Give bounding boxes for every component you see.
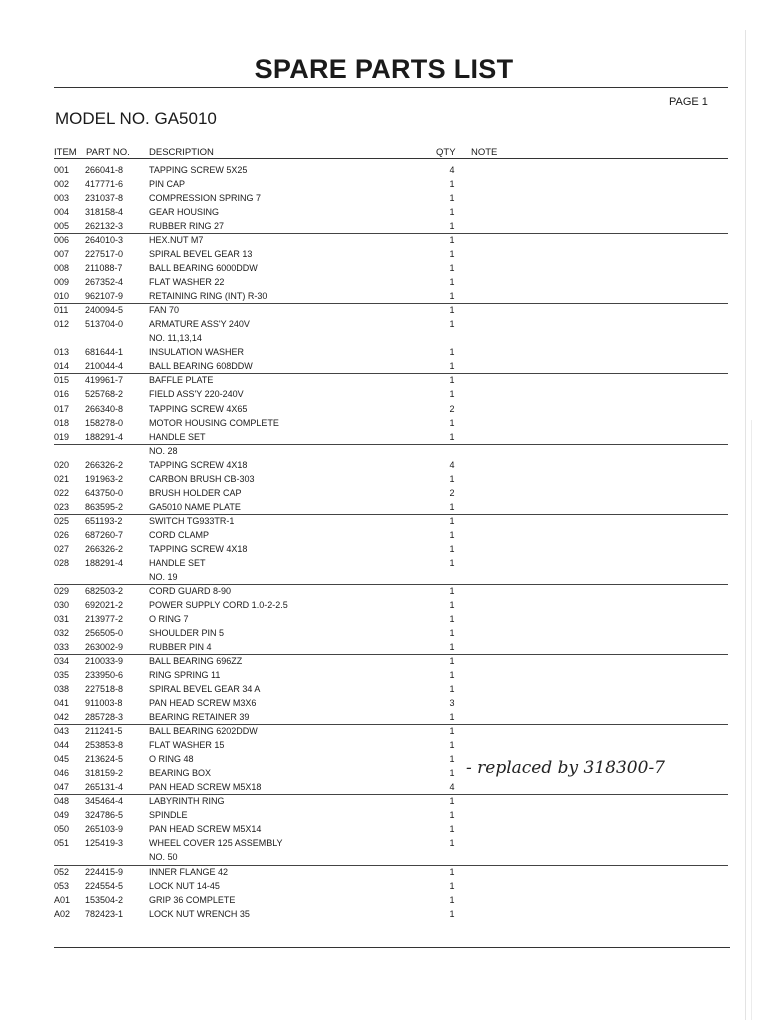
part-number-cell: 256505-0	[85, 627, 124, 638]
table-row	[0, 640, 768, 654]
item-cell: 032	[54, 627, 70, 638]
description-cell: NO. 50	[149, 852, 178, 863]
item-cell: 038	[54, 684, 70, 695]
qty-cell: 1	[449, 543, 455, 554]
table-row	[0, 247, 768, 261]
description-cell: RING SPRING 11	[149, 670, 221, 681]
description-cell: RETAINING RING (INT) R-30	[149, 291, 268, 302]
table-row	[0, 416, 768, 430]
description-cell: SPINDLE	[149, 810, 188, 821]
qty-cell: 1	[449, 908, 455, 919]
item-cell: 014	[54, 361, 70, 372]
description-cell: LOCK NUT 14-45	[149, 880, 220, 891]
qty-cell: 1	[449, 670, 455, 681]
qty-cell: 1	[449, 613, 455, 624]
description-cell: WHEEL COVER 125 ASSEMBLY	[149, 838, 283, 849]
description-cell: O RING 7	[149, 613, 189, 624]
description-cell: BEARING BOX	[149, 768, 212, 779]
part-number-cell: 263002-9	[85, 642, 124, 653]
qty-cell: 1	[449, 249, 455, 260]
table-row	[0, 850, 768, 864]
item-cell: 009	[54, 277, 70, 288]
qty-cell: 1	[449, 754, 455, 765]
part-number-cell: 266041-8	[85, 165, 124, 175]
part-number-cell: 687260-7	[85, 529, 124, 540]
part-number-cell: 692021-2	[85, 599, 124, 610]
qty-cell: 1	[449, 585, 455, 596]
part-number-cell: 682503-2	[85, 585, 124, 596]
table-row	[0, 626, 768, 640]
part-number-cell: 253853-8	[85, 740, 124, 751]
qty-cell: 1	[449, 557, 455, 568]
item-cell: 020	[54, 459, 70, 470]
qty-cell: 4	[449, 165, 455, 175]
table-row	[0, 570, 768, 584]
qty-cell: 1	[449, 277, 455, 288]
part-number-cell: 643750-0	[85, 487, 124, 498]
part-number-cell: 125419-3	[85, 838, 124, 849]
part-number-cell: 188291-4	[85, 557, 124, 568]
description-cell: HANDLE SET	[149, 431, 206, 442]
item-cell: 042	[54, 712, 70, 723]
table-row	[0, 822, 768, 836]
part-number-cell: 318158-4	[85, 207, 124, 218]
qty-cell: 1	[449, 291, 455, 302]
table-row	[0, 654, 768, 668]
part-number-cell: 231037-8	[85, 193, 124, 204]
qty-cell: 1	[449, 824, 455, 835]
table-row	[0, 500, 768, 514]
table-row	[0, 345, 768, 359]
table-row	[0, 836, 768, 850]
part-number-cell: 188291-4	[85, 431, 124, 442]
part-number-cell: 227517-0	[85, 249, 124, 260]
part-number-cell: 158278-0	[85, 417, 124, 428]
qty-cell: 1	[449, 796, 455, 807]
qty-cell: 4	[449, 459, 455, 470]
item-cell: 010	[54, 291, 70, 302]
part-number-cell: 227518-8	[85, 684, 124, 695]
description-cell: TAPPING SCREW 5X25	[149, 165, 248, 175]
table-row	[0, 556, 768, 570]
table-row	[0, 879, 768, 893]
description-cell: NO. 19	[149, 571, 178, 582]
part-number-cell: 213624-5	[85, 754, 124, 765]
qty-cell: 1	[449, 529, 455, 540]
header-part-no: PART NO.	[86, 147, 130, 158]
description-cell: TAPPING SCREW 4X65	[149, 403, 248, 414]
description-cell: SPIRAL BEVEL GEAR 34 A	[149, 684, 261, 695]
description-cell: CORD GUARD 8-90	[149, 585, 232, 596]
page-title: SPARE PARTS LIST	[254, 54, 514, 84]
description-cell: TAPPING SCREW 4X18	[149, 543, 248, 554]
description-cell: INNER FLANGE 42	[149, 866, 229, 877]
item-cell: 023	[54, 501, 70, 512]
description-cell: BEARING RETAINER 39	[149, 712, 250, 723]
item-cell: 004	[54, 207, 70, 218]
description-cell: PIN CAP	[149, 179, 186, 190]
item-cell: 021	[54, 473, 70, 484]
description-cell: RUBBER RING 27	[149, 221, 225, 232]
item-cell: 001	[54, 165, 70, 175]
qty-cell: 1	[449, 501, 455, 512]
table-row	[0, 177, 768, 191]
qty-cell: 3	[449, 698, 455, 709]
description-cell: FAN 70	[149, 305, 180, 316]
description-cell: BALL BEARING 696ZZ	[149, 656, 243, 667]
table-row	[0, 289, 768, 303]
qty-cell: 1	[449, 866, 455, 877]
table-row	[0, 219, 768, 233]
qty-cell: 1	[449, 389, 455, 400]
table-row	[0, 738, 768, 752]
item-cell: 011	[54, 305, 69, 316]
item-cell: 050	[54, 824, 70, 835]
part-number-cell: 213977-2	[85, 613, 124, 624]
table-row	[0, 794, 768, 808]
table-row	[0, 696, 768, 710]
part-number-cell: 345464-4	[85, 796, 124, 807]
description-cell: ARMATURE ASS'Y 240V	[149, 319, 250, 330]
qty-cell: 1	[449, 473, 455, 484]
item-cell: 045	[54, 754, 70, 765]
description-cell: POWER SUPPLY CORD 1.0-2-2.5	[149, 599, 288, 610]
item-cell: 002	[54, 179, 70, 190]
table-row	[0, 275, 768, 289]
item-cell: 027	[54, 543, 70, 554]
description-cell: RUBBER PIN 4	[149, 642, 212, 653]
item-cell: 048	[54, 796, 70, 807]
item-cell: 043	[54, 726, 70, 737]
item-cell: 052	[54, 866, 70, 877]
page-number: PAGE 1	[669, 96, 708, 108]
table-row	[0, 486, 768, 500]
part-number-cell: 285728-3	[85, 712, 124, 723]
header-note: NOTE	[471, 147, 498, 158]
item-cell: 019	[54, 431, 70, 442]
table-row	[0, 598, 768, 612]
qty-cell: 1	[449, 712, 455, 723]
description-cell: SHOULDER PIN 5	[149, 627, 225, 638]
item-cell: 046	[54, 768, 70, 779]
table-row	[0, 893, 768, 907]
item-cell: 003	[54, 193, 70, 204]
part-number-cell: 191963-2	[85, 473, 124, 484]
table-row	[0, 865, 768, 879]
table-row	[0, 444, 768, 458]
part-number-cell: 324786-5	[85, 810, 124, 821]
qty-cell: 1	[449, 431, 455, 442]
item-cell: 013	[54, 347, 70, 358]
description-cell: O RING 48	[149, 754, 194, 765]
header-divider	[54, 158, 728, 159]
qty-cell: 1	[449, 319, 455, 330]
qty-cell: 1	[449, 193, 455, 204]
qty-cell: 2	[449, 487, 455, 498]
table-row	[0, 710, 768, 724]
part-number-cell: 153504-2	[85, 894, 124, 905]
qty-cell: 1	[449, 347, 455, 358]
qty-cell: 1	[449, 838, 455, 849]
table-row	[0, 808, 768, 822]
qty-cell: 1	[449, 207, 455, 218]
description-cell: CORD CLAMP	[149, 529, 210, 540]
part-number-cell: 267352-4	[85, 277, 124, 288]
item-cell: 049	[54, 810, 70, 821]
qty-cell: 1	[449, 263, 455, 274]
description-cell: GA5010 NAME PLATE	[149, 501, 241, 512]
qty-cell: 1	[449, 656, 455, 667]
part-number-cell: 419961-7	[85, 375, 124, 386]
part-number-cell: 211241-5	[85, 726, 123, 737]
description-cell: BAFFLE PLATE	[149, 375, 214, 386]
table-row	[0, 542, 768, 556]
header-item: ITEM	[54, 147, 77, 158]
table-row	[0, 430, 768, 444]
part-number-cell: 233950-6	[85, 670, 124, 681]
table-row	[0, 528, 768, 542]
description-cell: PAN HEAD SCREW M5X18	[149, 782, 262, 793]
item-cell: A01	[54, 894, 71, 905]
table-row	[0, 261, 768, 275]
description-cell: COMPRESSION SPRING 7	[149, 193, 262, 204]
qty-cell: 1	[449, 642, 455, 653]
description-cell: PAN HEAD SCREW M5X14	[149, 824, 262, 835]
description-cell: SPIRAL BEVEL GEAR 13	[149, 249, 253, 260]
table-row	[0, 402, 768, 416]
item-cell: 047	[54, 782, 70, 793]
table-row	[0, 331, 768, 345]
part-number-cell: 265103-9	[85, 824, 124, 835]
part-number-cell: 224415-9	[85, 866, 124, 877]
description-cell: GRIP 36 COMPLETE	[149, 894, 236, 905]
qty-cell: 1	[449, 627, 455, 638]
table-row	[0, 612, 768, 626]
table-row	[0, 584, 768, 598]
table-row	[0, 373, 768, 387]
qty-cell: 1	[449, 810, 455, 821]
qty-cell: 1	[449, 375, 455, 386]
table-row	[0, 780, 768, 794]
part-number-cell: 266326-2	[85, 543, 124, 554]
item-cell: 028	[54, 557, 70, 568]
part-number-cell: 417771-6	[85, 179, 124, 190]
item-cell: 026	[54, 529, 70, 540]
part-number-cell: 681644-1	[85, 347, 124, 358]
table-row	[0, 387, 768, 401]
bottom-divider	[54, 947, 730, 948]
item-cell: 007	[54, 249, 70, 260]
part-number-cell: 240094-5	[85, 305, 124, 316]
table-row	[0, 682, 768, 696]
item-cell: 005	[54, 221, 70, 232]
item-cell: 035	[54, 670, 70, 681]
item-cell: 016	[54, 389, 70, 400]
qty-cell: 2	[449, 403, 455, 414]
part-number-cell: 262132-3	[85, 221, 124, 232]
table-row	[0, 163, 768, 177]
description-cell: NO. 28	[149, 445, 178, 456]
header-description: DESCRIPTION	[149, 147, 214, 158]
item-cell: 053	[54, 880, 70, 891]
description-cell: HEX.NUT M7	[149, 235, 204, 246]
part-number-cell: 318159-2	[85, 768, 124, 779]
qty-cell: 1	[449, 361, 455, 372]
table-row	[0, 472, 768, 486]
header-qty: QTY	[436, 147, 456, 158]
table-row	[0, 317, 768, 331]
item-cell: 030	[54, 599, 70, 610]
qty-cell: 1	[449, 515, 455, 526]
part-number-cell: 210033-9	[85, 656, 124, 667]
table-row	[0, 303, 768, 317]
item-cell: A02	[54, 908, 71, 919]
description-cell: CARBON BRUSH CB-303	[149, 473, 255, 484]
part-number-cell: 210044-4	[85, 361, 124, 372]
part-number-cell: 863595-2	[85, 501, 124, 512]
item-cell: 022	[54, 487, 70, 498]
item-cell: 033	[54, 642, 70, 653]
part-number-cell: 211088-7	[85, 263, 123, 274]
part-number-cell: 525768-2	[85, 389, 124, 400]
item-cell: 034	[54, 656, 70, 667]
part-number-cell: 651193-2	[85, 515, 123, 526]
qty-cell: 1	[449, 726, 455, 737]
description-cell: TAPPING SCREW 4X18	[149, 459, 248, 470]
qty-cell: 1	[449, 305, 455, 316]
item-cell: 031	[54, 613, 70, 624]
part-number-cell: 782423-1	[85, 908, 124, 919]
part-number-cell: 266326-2	[85, 459, 124, 470]
part-number-cell: 962107-9	[85, 291, 124, 302]
title-divider	[54, 87, 728, 88]
description-cell: SWITCH TG933TR-1	[149, 515, 235, 526]
description-cell: BALL BEARING 6202DDW	[149, 726, 258, 737]
part-number-cell: 513704-0	[85, 319, 124, 330]
model-number: MODEL NO. GA5010	[55, 109, 217, 128]
table-row	[0, 205, 768, 219]
qty-cell: 1	[449, 599, 455, 610]
part-number-cell: 264010-3	[85, 235, 124, 246]
qty-cell: 1	[449, 894, 455, 905]
qty-cell: 1	[449, 740, 455, 751]
qty-cell: 4	[449, 782, 455, 793]
description-cell: FLAT WASHER 15	[149, 740, 225, 751]
description-cell: MOTOR HOUSING COMPLETE	[149, 417, 279, 428]
qty-cell: 1	[449, 179, 455, 190]
description-cell: PAN HEAD SCREW M3X6	[149, 698, 257, 709]
item-cell: 041	[54, 698, 70, 709]
table-row	[0, 724, 768, 738]
description-cell: NO. 11,13,14	[149, 333, 202, 344]
description-cell: LOCK NUT WRENCH 35	[149, 908, 250, 919]
item-cell: 008	[54, 263, 70, 274]
table-row	[0, 514, 768, 528]
item-cell: 029	[54, 585, 70, 596]
description-cell: BALL BEARING 6000DDW	[149, 263, 258, 274]
description-cell: INSULATION WASHER	[149, 347, 245, 358]
item-cell: 044	[54, 740, 70, 751]
part-number-cell: 266340-8	[85, 403, 124, 414]
part-number-cell: 265131-4	[85, 782, 124, 793]
part-number-cell: 224554-5	[85, 880, 124, 891]
description-cell: FLAT WASHER 22	[149, 277, 225, 288]
item-cell: 018	[54, 417, 70, 428]
description-cell: BRUSH HOLDER CAP	[149, 487, 242, 498]
part-number-cell: 911003-8	[85, 698, 123, 709]
description-cell: LABYRINTH RING	[149, 796, 225, 807]
handwritten-note: - replaced by 318300-7	[466, 758, 666, 779]
qty-cell: 1	[449, 221, 455, 232]
item-cell: 025	[54, 515, 70, 526]
table-row	[0, 458, 768, 472]
item-cell: 051	[54, 838, 70, 849]
description-cell: GEAR HOUSING	[149, 207, 220, 218]
table-row	[0, 907, 768, 921]
table-row	[0, 359, 768, 373]
qty-cell: 1	[449, 417, 455, 428]
qty-cell: 1	[449, 684, 455, 695]
item-cell: 006	[54, 235, 70, 246]
description-cell: HANDLE SET	[149, 557, 206, 568]
qty-cell: 1	[449, 768, 455, 779]
qty-cell: 1	[449, 235, 455, 246]
item-cell: 015	[54, 375, 70, 386]
item-cell: 017	[54, 403, 70, 414]
description-cell: FIELD ASS'Y 220-240V	[149, 389, 244, 400]
item-cell: 012	[54, 319, 70, 330]
table-row	[0, 668, 768, 682]
table-row	[0, 233, 768, 247]
table-row	[0, 191, 768, 205]
qty-cell: 1	[449, 880, 455, 891]
description-cell: BALL BEARING 608DDW	[149, 361, 253, 372]
